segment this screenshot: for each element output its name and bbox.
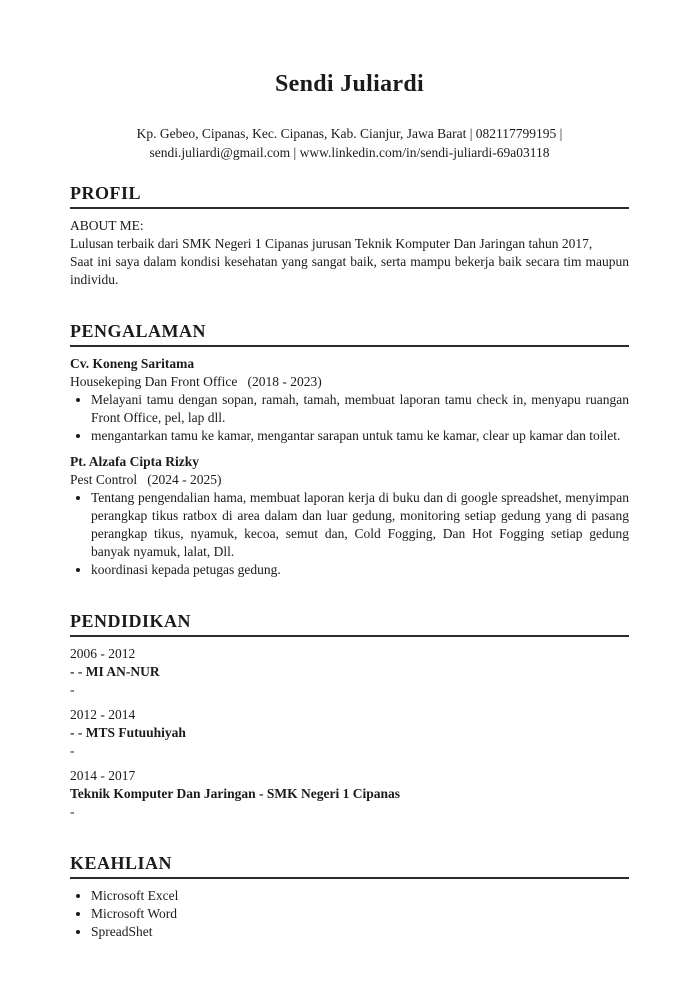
section-heading-keahlian: KEAHLIAN: [70, 853, 629, 879]
education-note: -: [70, 743, 75, 758]
education-entry-2: [70, 706, 629, 760]
profil-paragraph-2: Saat ini saya dalam kondisi kesehatan yang sangat baik, serta mampu bekerja baik secara tim maupun individu.: [70, 254, 629, 287]
education-period: 2014 - 2017: [70, 768, 136, 783]
person-name: Sendi Juliardi: [275, 71, 424, 97]
education-note: -: [70, 682, 75, 697]
job-duty: • koordinasi kepada petugas gedung.: [91, 561, 629, 579]
job-role-period: Pest Control (2024 - 2025): [70, 472, 222, 487]
skill-item: • SpreadShet: [91, 923, 629, 941]
education-period: 2006 - 2012: [70, 646, 136, 661]
section-heading-pendidikan: PENDIDIKAN: [70, 611, 629, 637]
job-company: Cv. Koneng Saritama: [70, 356, 195, 371]
education-school: - - MTS Futuuhiyah: [70, 725, 186, 740]
education-period: 2012 - 2014: [70, 707, 136, 722]
job-role-period: Housekeping Dan Front Office (2018 - 2023): [70, 374, 322, 389]
contact-email-linkedin: sendi.juliardi@gmail.com | www.linkedin.com/in/sendi-juliardi-69a03118: [149, 145, 550, 160]
job-company: Pt. Alzafa Cipta Rizky: [70, 454, 199, 469]
job-entry-1: [70, 355, 629, 445]
education-entry-3: [70, 767, 629, 821]
job-duty: • Tentang pengendalian hama, membuat laporan kerja di buku dan di google spreadshet, menyimpan perangkap tikus ratbox di area dalam dan luar gedung, monitoring setiap gedung yang di pasang perangkap tikus, nyamuk, kecoa, semut dan, Cold Fogging, Dan Hot Fogging setiap gedung banyak nyamuk, lalat, Dll.: [91, 489, 629, 561]
education-entry-1: [70, 645, 629, 699]
skill-item: • Microsoft Excel: [91, 887, 629, 905]
education-note: -: [70, 804, 75, 819]
skills-list: [70, 887, 629, 941]
section-heading-pengalaman: PENGALAMAN: [70, 321, 629, 347]
about-me-label: ABOUT ME:: [70, 218, 144, 233]
contact-address-phone: Kp. Gebeo, Cipanas, Kec. Cipanas, Kab. Cianjur, Jawa Barat | 082117799195 |: [136, 126, 563, 141]
skill-item: • Microsoft Word: [91, 905, 629, 923]
profil-paragraph-1: Lulusan terbaik dari SMK Negeri 1 Cipanas jurusan Teknik Komputer Dan Jaringan tahun 2017,: [70, 236, 593, 251]
contact-info: [70, 124, 629, 162]
education-school: Teknik Komputer Dan Jaringan - SMK Negeri 1 Cipanas: [70, 786, 401, 801]
job-entry-2: [70, 453, 629, 579]
job-duty: • mengantarkan tamu ke kamar, mengantar sarapan untuk tamu ke kamar, clear up kamar dan toilet.: [91, 427, 629, 445]
section-heading-profil: PROFIL: [70, 183, 629, 209]
job-duties-list: [70, 391, 629, 445]
job-duty: • Melayani tamu dengan sopan, ramah, tamah, membuat laporan tamu check in, menyapu ruangan Front Office, pel, lap dll.: [91, 391, 629, 427]
education-school: - - MI AN-NUR: [70, 664, 160, 679]
job-duties-list: [70, 489, 629, 579]
